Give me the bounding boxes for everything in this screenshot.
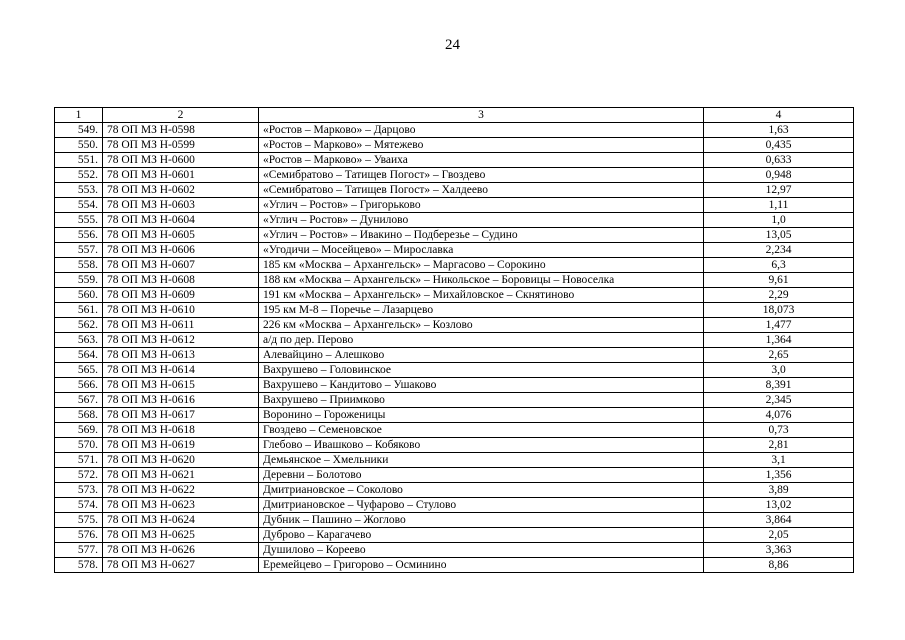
table-row xyxy=(55,138,854,153)
row-number: 564. xyxy=(55,348,103,363)
road-id: 78 ОП МЗ Н-0598 xyxy=(103,123,259,138)
road-name: Демьянское – Хмельники xyxy=(259,453,704,468)
road-length: 2,05 xyxy=(704,528,854,543)
row-number: 563. xyxy=(55,333,103,348)
road-id: 78 ОП МЗ Н-0604 xyxy=(103,213,259,228)
table-row xyxy=(55,453,854,468)
road-id: 78 ОП МЗ Н-0616 xyxy=(103,393,259,408)
road-name: «Семибратово – Татищев Погост» – Гвоздево xyxy=(259,168,704,183)
road-id: 78 ОП МЗ Н-0602 xyxy=(103,183,259,198)
road-length: 2,234 xyxy=(704,243,854,258)
table-row xyxy=(55,468,854,483)
table-row xyxy=(55,288,854,303)
table-header-row xyxy=(55,108,854,123)
road-name: Дмитриановское – Чуфарово – Стулово xyxy=(259,498,704,513)
road-id: 78 ОП МЗ Н-0626 xyxy=(103,543,259,558)
table-row xyxy=(55,213,854,228)
road-id: 78 ОП МЗ Н-0622 xyxy=(103,483,259,498)
page-number: 24 xyxy=(445,37,460,53)
header-cell-number: 1 xyxy=(55,108,103,123)
row-number: 578. xyxy=(55,558,103,573)
row-number: 565. xyxy=(55,363,103,378)
road-name: Вахрушево – Головинское xyxy=(259,363,704,378)
table-row xyxy=(55,303,854,318)
row-number: 556. xyxy=(55,228,103,243)
row-number: 554. xyxy=(55,198,103,213)
road-name: «Углич – Ростов» – Ивакино – Подберезье – Судино xyxy=(259,228,704,243)
road-length: 0,948 xyxy=(704,168,854,183)
row-number: 555. xyxy=(55,213,103,228)
road-id: 78 ОП МЗ Н-0611 xyxy=(103,318,259,333)
row-number: 571. xyxy=(55,453,103,468)
row-number: 561. xyxy=(55,303,103,318)
table-row xyxy=(55,408,854,423)
row-number: 560. xyxy=(55,288,103,303)
table-row xyxy=(55,498,854,513)
road-id: 78 ОП МЗ Н-0603 xyxy=(103,198,259,213)
road-id: 78 ОП МЗ Н-0614 xyxy=(103,363,259,378)
road-id: 78 ОП МЗ Н-0619 xyxy=(103,438,259,453)
road-name: Еремейцево – Григорово – Осминино xyxy=(259,558,704,573)
road-name: Глебово – Ивашково – Кобяково xyxy=(259,438,704,453)
table-row xyxy=(55,228,854,243)
row-number: 557. xyxy=(55,243,103,258)
roads-table-body xyxy=(55,108,854,573)
table-row xyxy=(55,333,854,348)
road-name: «Углич – Ростов» – Дунилово xyxy=(259,213,704,228)
road-id: 78 ОП МЗ Н-0620 xyxy=(103,453,259,468)
road-length: 0,633 xyxy=(704,153,854,168)
road-length: 0,73 xyxy=(704,423,854,438)
road-name: Алевайцино – Алешково xyxy=(259,348,704,363)
table-row xyxy=(55,378,854,393)
road-length: 13,02 xyxy=(704,498,854,513)
road-id: 78 ОП МЗ Н-0608 xyxy=(103,273,259,288)
road-id: 78 ОП МЗ Н-0617 xyxy=(103,408,259,423)
road-name: Вахрушево – Приимково xyxy=(259,393,704,408)
road-length: 3,89 xyxy=(704,483,854,498)
row-number: 562. xyxy=(55,318,103,333)
road-id: 78 ОП МЗ Н-0601 xyxy=(103,168,259,183)
road-name: «Семибратово – Татищев Погост» – Халдеево xyxy=(259,183,704,198)
table-row xyxy=(55,543,854,558)
road-id: 78 ОП МЗ Н-0607 xyxy=(103,258,259,273)
road-name: Деревни – Болотово xyxy=(259,468,704,483)
row-number: 558. xyxy=(55,258,103,273)
table-row xyxy=(55,183,854,198)
road-length: 4,076 xyxy=(704,408,854,423)
roads-table xyxy=(54,107,854,573)
road-name: «Ростов – Марково» – Мятежево xyxy=(259,138,704,153)
table-row xyxy=(55,483,854,498)
road-length: 3,864 xyxy=(704,513,854,528)
road-id: 78 ОП МЗ Н-0609 xyxy=(103,288,259,303)
table-row xyxy=(55,123,854,138)
road-name: Воронино – Гороженицы xyxy=(259,408,704,423)
road-length: 13,05 xyxy=(704,228,854,243)
table-row xyxy=(55,273,854,288)
row-number: 566. xyxy=(55,378,103,393)
road-length: 1,477 xyxy=(704,318,854,333)
road-id: 78 ОП МЗ Н-0627 xyxy=(103,558,259,573)
table-row xyxy=(55,168,854,183)
road-length: 2,65 xyxy=(704,348,854,363)
road-length: 8,86 xyxy=(704,558,854,573)
header-cell-name: 3 xyxy=(259,108,704,123)
road-name: Вахрушево – Кандитово – Ушаково xyxy=(259,378,704,393)
road-name: а/д по дер. Перово xyxy=(259,333,704,348)
road-length: 2,29 xyxy=(704,288,854,303)
table-row xyxy=(55,438,854,453)
row-number: 559. xyxy=(55,273,103,288)
table-row xyxy=(55,258,854,273)
row-number: 567. xyxy=(55,393,103,408)
road-name: Душилово – Кореево xyxy=(259,543,704,558)
road-length: 1,63 xyxy=(704,123,854,138)
header-cell-id: 2 xyxy=(103,108,259,123)
row-number: 575. xyxy=(55,513,103,528)
row-number: 553. xyxy=(55,183,103,198)
road-name: Дубник – Пашино – Жоглово xyxy=(259,513,704,528)
road-id: 78 ОП МЗ Н-0624 xyxy=(103,513,259,528)
road-length: 3,363 xyxy=(704,543,854,558)
road-length: 1,11 xyxy=(704,198,854,213)
table-row xyxy=(55,198,854,213)
row-number: 573. xyxy=(55,483,103,498)
row-number: 569. xyxy=(55,423,103,438)
road-id: 78 ОП МЗ Н-0605 xyxy=(103,228,259,243)
table-row xyxy=(55,558,854,573)
row-number: 576. xyxy=(55,528,103,543)
row-number: 551. xyxy=(55,153,103,168)
road-length: 6,3 xyxy=(704,258,854,273)
road-id: 78 ОП МЗ Н-0610 xyxy=(103,303,259,318)
table-row xyxy=(55,348,854,363)
road-name: Дмитриановское – Соколово xyxy=(259,483,704,498)
row-number: 552. xyxy=(55,168,103,183)
row-number: 574. xyxy=(55,498,103,513)
table-row xyxy=(55,363,854,378)
road-id: 78 ОП МЗ Н-0615 xyxy=(103,378,259,393)
table-row xyxy=(55,528,854,543)
table-row xyxy=(55,393,854,408)
road-name: 195 км М-8 – Поречье – Лазарцево xyxy=(259,303,704,318)
road-name: Гвоздево – Семеновское xyxy=(259,423,704,438)
road-length: 1,364 xyxy=(704,333,854,348)
row-number: 570. xyxy=(55,438,103,453)
road-length: 2,81 xyxy=(704,438,854,453)
road-length: 3,1 xyxy=(704,453,854,468)
road-name: 191 км «Москва – Архангельск» – Михайловское – Скнятиново xyxy=(259,288,704,303)
row-number: 550. xyxy=(55,138,103,153)
road-length: 18,073 xyxy=(704,303,854,318)
header-cell-length: 4 xyxy=(704,108,854,123)
road-id: 78 ОП МЗ Н-0618 xyxy=(103,423,259,438)
road-name: 188 км «Москва – Архангельск» – Никольское – Боровицы – Новоселка xyxy=(259,273,704,288)
row-number: 577. xyxy=(55,543,103,558)
road-id: 78 ОП МЗ Н-0621 xyxy=(103,468,259,483)
table-row xyxy=(55,513,854,528)
road-length: 12,97 xyxy=(704,183,854,198)
road-id: 78 ОП МЗ Н-0623 xyxy=(103,498,259,513)
road-length: 1,356 xyxy=(704,468,854,483)
road-name: «Углич – Ростов» – Григорьково xyxy=(259,198,704,213)
road-id: 78 ОП МЗ Н-0612 xyxy=(103,333,259,348)
row-number: 572. xyxy=(55,468,103,483)
table-row xyxy=(55,243,854,258)
road-length: 1,0 xyxy=(704,213,854,228)
row-number: 549. xyxy=(55,123,103,138)
table-row xyxy=(55,318,854,333)
table-row xyxy=(55,153,854,168)
road-id: 78 ОП МЗ Н-0625 xyxy=(103,528,259,543)
road-length: 0,435 xyxy=(704,138,854,153)
road-length: 8,391 xyxy=(704,378,854,393)
road-id: 78 ОП МЗ Н-0606 xyxy=(103,243,259,258)
road-name: Дуброво – Карагачево xyxy=(259,528,704,543)
road-name: «Угодичи – Мосейцево» – Мирославка xyxy=(259,243,704,258)
road-length: 9,61 xyxy=(704,273,854,288)
road-name: 185 км «Москва – Архангельск» – Маргасово – Сорокино xyxy=(259,258,704,273)
table-row xyxy=(55,423,854,438)
road-name: 226 км «Москва – Архангельск» – Козлово xyxy=(259,318,704,333)
road-length: 2,345 xyxy=(704,393,854,408)
road-id: 78 ОП МЗ Н-0599 xyxy=(103,138,259,153)
row-number: 568. xyxy=(55,408,103,423)
road-id: 78 ОП МЗ Н-0613 xyxy=(103,348,259,363)
road-name: «Ростов – Марково» – Уваиха xyxy=(259,153,704,168)
road-length: 3,0 xyxy=(704,363,854,378)
road-id: 78 ОП МЗ Н-0600 xyxy=(103,153,259,168)
road-name: «Ростов – Марково» – Дарцово xyxy=(259,123,704,138)
